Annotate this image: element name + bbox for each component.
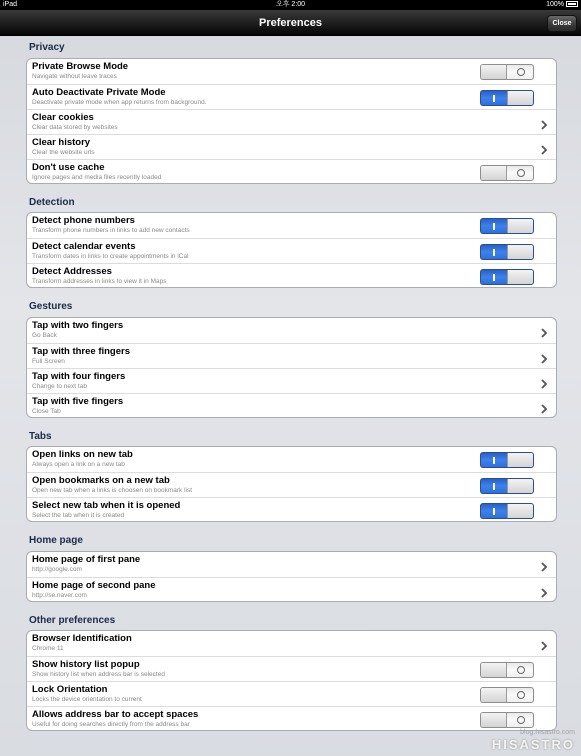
setting-label: Clear history <box>32 137 91 148</box>
setting-label: Open bookmarks on a new tab <box>32 475 170 486</box>
setting-description: Always open a link on a new tab <box>32 461 125 468</box>
toggle-off-mark-icon <box>517 716 525 724</box>
toggle-knob <box>507 245 533 259</box>
group-homepage <box>26 551 557 602</box>
setting-row[interactable] <box>27 318 556 343</box>
section-header-gestures: Gestures <box>29 301 73 312</box>
toggle-knob <box>481 688 507 702</box>
setting-label: Detect phone numbers <box>32 215 135 226</box>
setting-row <box>27 238 556 263</box>
chevron-right-icon <box>540 117 548 127</box>
section-header-privacy: Privacy <box>29 42 65 53</box>
watermark-brand: HISASTRO <box>491 737 575 752</box>
setting-row <box>27 472 556 497</box>
toggle-on-mark-icon <box>493 249 495 256</box>
setting-label: Tap with four fingers <box>32 371 126 382</box>
toggle-knob <box>507 219 533 233</box>
setting-label: Don't use cache <box>32 162 105 173</box>
toggle-on-mark-icon <box>493 508 495 515</box>
battery-percent: 100% <box>546 1 564 8</box>
section-header-detection: Detection <box>29 197 75 208</box>
toggle-switch[interactable] <box>480 503 534 519</box>
chevron-right-icon <box>540 325 548 335</box>
setting-description: Change to next tab <box>32 383 87 390</box>
toggle-switch[interactable] <box>480 478 534 494</box>
section-header-other: Other preferences <box>29 615 116 626</box>
toggle-switch[interactable] <box>480 244 534 260</box>
setting-description: Clear the website urls <box>32 149 95 156</box>
setting-row[interactable] <box>27 631 556 656</box>
setting-row <box>27 213 556 238</box>
setting-label: Clear cookies <box>32 112 94 123</box>
toggle-switch[interactable] <box>480 712 534 728</box>
setting-description: Deactivate private mode when app returns from background. <box>32 99 207 106</box>
setting-label: Home page of second pane <box>32 580 156 591</box>
toggle-on-mark-icon <box>493 95 495 102</box>
setting-row[interactable] <box>27 343 556 368</box>
setting-label: Select new tab when it is opened <box>32 500 181 511</box>
toggle-switch[interactable] <box>480 64 534 80</box>
toggle-switch[interactable] <box>480 165 534 181</box>
setting-label: Detect Addresses <box>32 266 112 277</box>
navigation-bar <box>0 10 581 36</box>
group-gestures <box>26 317 557 418</box>
setting-label: Open links on new tab <box>32 449 133 460</box>
toggle-off-mark-icon <box>517 666 525 674</box>
toggle-on-mark-icon <box>493 483 495 490</box>
setting-description: Go Back <box>32 332 57 339</box>
chevron-right-icon <box>540 351 548 361</box>
setting-row <box>27 706 556 731</box>
group-detection <box>26 212 557 288</box>
chevron-right-icon <box>540 638 548 648</box>
setting-label: Allows address bar to accept spaces <box>32 709 199 720</box>
setting-label: Home page of first pane <box>32 554 141 565</box>
setting-row <box>27 447 556 472</box>
setting-label: Tap with three fingers <box>32 346 131 357</box>
setting-description: Transform dates in links to create appointments in iCal <box>32 253 189 260</box>
toggle-off-mark-icon <box>517 691 525 699</box>
section-header-tabs: Tabs <box>29 431 52 442</box>
group-other <box>26 630 557 731</box>
watermark-url: blog.hisastro.com <box>520 729 575 736</box>
chevron-right-icon <box>540 142 548 152</box>
setting-label: Show history list popup <box>32 659 140 670</box>
setting-description: Open new tab when a links is choosen on bookmark list <box>32 487 193 494</box>
setting-label: Auto Deactivate Private Mode <box>32 87 166 98</box>
setting-label: Browser Identification <box>32 633 132 644</box>
setting-row[interactable] <box>27 368 556 393</box>
setting-row <box>27 263 556 288</box>
group-privacy <box>26 58 557 184</box>
chevron-right-icon <box>540 401 548 411</box>
setting-description: Clear data stored by websites <box>32 124 118 131</box>
setting-row[interactable] <box>27 393 556 418</box>
setting-label: Lock Orientation <box>32 684 108 695</box>
chevron-right-icon <box>540 559 548 569</box>
toggle-knob <box>507 479 533 493</box>
setting-description: Navigate without leave traces <box>32 73 117 80</box>
setting-label: Detect calendar events <box>32 241 136 252</box>
toggle-on-mark-icon <box>493 223 495 230</box>
setting-label: Tap with five fingers <box>32 396 124 407</box>
toggle-knob <box>481 166 507 180</box>
group-tabs <box>26 446 557 522</box>
toggle-switch[interactable] <box>480 90 534 106</box>
setting-description: Show history list when address bar is selected <box>32 671 165 678</box>
toggle-switch[interactable] <box>480 662 534 678</box>
setting-description: Select the tab when it is created <box>32 512 125 519</box>
setting-row <box>27 59 556 84</box>
close-button[interactable]: Close <box>547 15 577 32</box>
setting-row[interactable] <box>27 577 556 602</box>
toggle-knob <box>481 663 507 677</box>
setting-row <box>27 681 556 706</box>
chevron-right-icon <box>540 376 548 386</box>
setting-description: http://se.naver.com <box>32 592 87 599</box>
battery-indicator <box>546 0 578 10</box>
battery-icon <box>566 1 578 7</box>
toggle-knob <box>507 91 533 105</box>
setting-label: Tap with two fingers <box>32 320 124 331</box>
setting-label: Private Browse Mode <box>32 61 129 72</box>
toggle-switch[interactable] <box>480 269 534 285</box>
toggle-switch[interactable] <box>480 687 534 703</box>
setting-description: Chrome 11 <box>32 645 64 652</box>
setting-row <box>27 84 556 109</box>
toggle-knob <box>507 504 533 518</box>
setting-description: http://google.com <box>32 566 82 573</box>
setting-description: Ignore pages and media files recently loaded <box>32 174 162 181</box>
section-header-homepage: Home page <box>29 535 83 546</box>
status-time: 오후 2:00 <box>275 1 306 8</box>
toggle-on-mark-icon <box>493 274 495 281</box>
page-title: Preferences <box>259 17 322 29</box>
setting-description: Transform phone numbers in links to add new contacts <box>32 227 190 234</box>
device-label: iPad <box>3 1 18 8</box>
setting-description: Close Tab <box>32 408 61 415</box>
toggle-knob <box>481 65 507 79</box>
toggle-on-mark-icon <box>493 457 495 464</box>
setting-row[interactable] <box>27 109 556 134</box>
setting-row <box>27 159 556 184</box>
setting-description: Transform addresses in links to view it in Maps <box>32 278 167 285</box>
toggle-knob <box>507 270 533 284</box>
setting-row[interactable] <box>27 552 556 577</box>
chevron-right-icon <box>540 585 548 595</box>
setting-description: Locks the device orientation to current <box>32 696 142 703</box>
toggle-off-mark-icon <box>517 68 525 76</box>
toggle-switch[interactable] <box>480 452 534 468</box>
status-bar <box>0 0 581 10</box>
toggle-knob <box>481 713 507 727</box>
toggle-knob <box>507 453 533 467</box>
setting-row <box>27 656 556 681</box>
setting-description: Useful for doing searches directly from the address bar <box>32 721 190 728</box>
setting-row[interactable] <box>27 134 556 159</box>
setting-description: Full Screen <box>32 358 65 365</box>
toggle-switch[interactable] <box>480 218 534 234</box>
toggle-off-mark-icon <box>517 169 525 177</box>
setting-row <box>27 497 556 522</box>
